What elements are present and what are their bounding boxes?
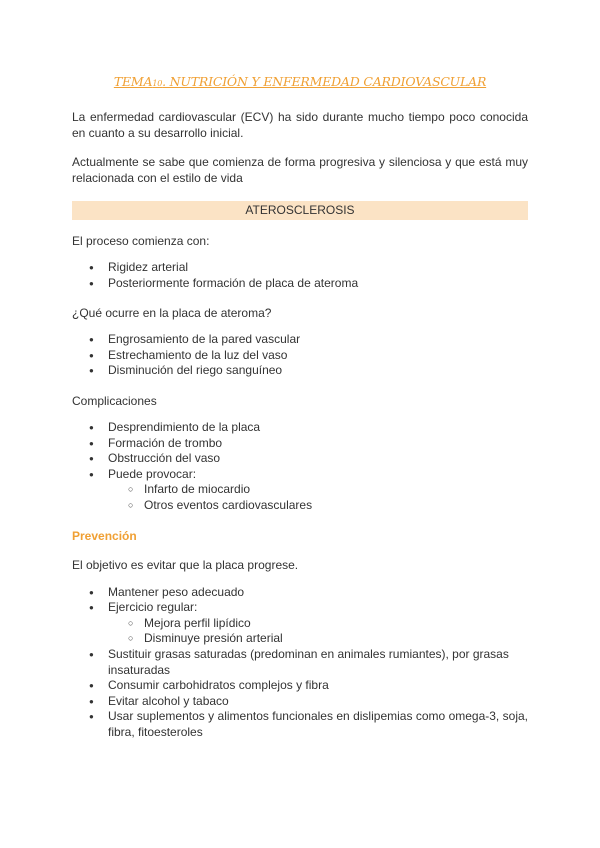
title-rest: . NUTRICIÓN Y ENFERMEDAD CARDIOVASCULAR — [162, 74, 487, 89]
placa-question: ¿Qué ocurre en la placa de ateroma? — [72, 306, 272, 321]
sub-list-item: ○ Infarto de miocardio — [108, 482, 528, 498]
complicaciones-sublist — [72, 482, 528, 513]
document-title — [72, 74, 528, 89]
title-number: 10 — [152, 79, 163, 88]
list-item: ● Desprendimiento de la placa — [72, 420, 528, 436]
sub-list-item: ○ Otros eventos cardiovasculares — [108, 498, 528, 514]
title-main: TEMA — [113, 74, 153, 89]
intro-paragraph-1: La enfermedad cardiovascular (ECV) ha sido durante mucho tiempo poco conocida en cuanto a su desarrollo inicial. — [72, 110, 528, 140]
document-page — [72, 70, 528, 740]
complicaciones-label: Complicaciones — [72, 393, 157, 408]
intro-paragraph-2: Actualmente se sabe que comienza de forma progresiva y silenciosa y que está muy relacionada con el estilo de vida — [72, 155, 528, 185]
list-item: ● Sustituir grasas saturadas (predominan en animales rumiantes), por grasas insaturadas — [72, 647, 528, 678]
list-item: ● Engrosamiento de la pared vascular — [72, 332, 528, 348]
list-item: ● Usar suplementos y alimentos funcionales en dislipemias como omega-3, soja, fibra, fitoesteroles — [72, 709, 528, 740]
list-item: ● Posteriormente formación de placa de ateroma — [72, 276, 528, 292]
list-item: ● Estrechamiento de la luz del vaso — [72, 348, 528, 364]
prevencion-objective: El objetivo es evitar que la placa progrese. — [72, 557, 299, 572]
prevencion-heading: Prevención — [72, 528, 137, 543]
list-item: ● Formación de trombo — [72, 436, 528, 452]
exercise-sublist — [72, 616, 528, 647]
list-item: ● Mantener peso adecuado — [72, 585, 528, 601]
complicaciones-list — [72, 420, 528, 482]
prevencion-list-continued — [72, 647, 528, 741]
list-item: ● Rigidez arterial — [72, 260, 528, 276]
list-item: ● Ejercicio regular: — [72, 600, 528, 616]
list-item: ● Evitar alcohol y tabaco — [72, 694, 528, 710]
section-band: ATEROSCLEROSIS — [72, 201, 528, 220]
placa-list — [72, 332, 528, 379]
process-intro: El proceso comienza con: — [72, 234, 210, 248]
list-item: ● Disminución del riego sanguíneo — [72, 363, 528, 379]
prevencion-list — [72, 585, 528, 616]
sub-list-item: ○ Mejora perfil lipídico — [108, 616, 528, 632]
process-list — [72, 260, 528, 291]
list-item: ● Consumir carbohidratos complejos y fibra — [72, 678, 528, 694]
list-item: ● Puede provocar: — [72, 467, 528, 483]
list-item: ● Obstrucción del vaso — [72, 451, 528, 467]
sub-list-item: ○ Disminuye presión arterial — [108, 631, 528, 647]
